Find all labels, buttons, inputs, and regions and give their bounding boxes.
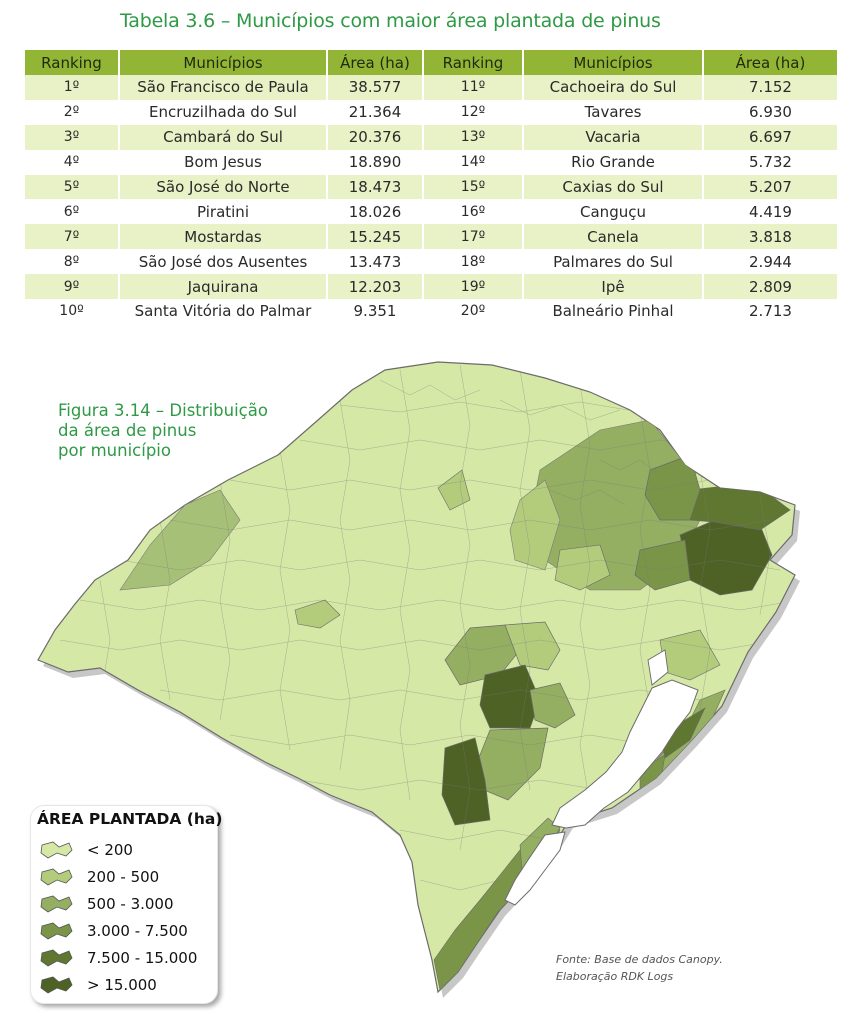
legend-swatch-icon (39, 974, 75, 996)
legend-label: > 15.000 (87, 976, 157, 994)
table-cell: 15.245 (327, 224, 423, 249)
legend-label: 200 - 500 (87, 868, 160, 886)
table-cell: 20º (423, 299, 523, 324)
table-cell: 9º (25, 274, 119, 299)
table-cell: 13º (423, 125, 523, 150)
header-ranking: Ranking (25, 50, 119, 75)
table-cell: Caxias do Sul (523, 175, 703, 200)
table-cell: 10º (25, 299, 119, 324)
table-cell: Bom Jesus (119, 150, 327, 175)
table-cell: Palmares do Sul (523, 249, 703, 274)
table-cell: 38.577 (327, 75, 423, 100)
table-cell: Santa Vitória do Palmar (119, 299, 327, 324)
table-cell: 2º (25, 100, 119, 125)
header-municipios: Municípios (523, 50, 703, 75)
table-cell: 12º (423, 100, 523, 125)
source-line: Elaboração RDK Logs (556, 970, 674, 983)
table-cell: 18.026 (327, 199, 423, 224)
legend-swatch-icon (39, 893, 75, 915)
table-cell: Mostardas (119, 224, 327, 249)
table-cell: 6.697 (703, 125, 837, 150)
source-line: Fonte: Base de dados Canopy. (556, 953, 723, 966)
figure-title-line: da área de pinus (58, 421, 197, 440)
table-cell: 7.152 (703, 75, 837, 100)
table-cell: 5º (25, 175, 119, 200)
table-cell: 18.890 (327, 150, 423, 175)
table-cell: São José dos Ausentes (119, 249, 327, 274)
legend-swatch-icon (39, 920, 75, 942)
table-cell: 2.944 (703, 249, 837, 274)
table-cell: São Francisco de Paula (119, 75, 327, 100)
table-cell: 16º (423, 199, 523, 224)
table-cell: Ipê (523, 274, 703, 299)
legend-title: ÁREA PLANTADA (ha) (37, 810, 223, 828)
table-cell: 4.419 (703, 199, 837, 224)
table-cell: 18º (423, 249, 523, 274)
table-cell: 12.203 (327, 274, 423, 299)
header-area: Área (ha) (327, 50, 423, 75)
table-cell: 5.207 (703, 175, 837, 200)
legend-swatch-icon (39, 839, 75, 861)
table-cell: 3.818 (703, 224, 837, 249)
table-cell: 14º (423, 150, 523, 175)
legend-swatch (41, 923, 72, 939)
table-cell: 2.809 (703, 274, 837, 299)
table-cell: 18.473 (327, 175, 423, 200)
table-cell: Jaquirana (119, 274, 327, 299)
figure-title-line: por município (58, 441, 171, 460)
table-cell: 1º (25, 75, 119, 100)
header-municipios: Municípios (119, 50, 327, 75)
figure-title (58, 401, 268, 461)
table-cell: Encruzilhada do Sul (119, 100, 327, 125)
table-cell: Balneário Pinhal (523, 299, 703, 324)
table-cell: São José do Norte (119, 175, 327, 200)
table-cell: 3º (25, 125, 119, 150)
table-cell: 11º (423, 75, 523, 100)
legend-swatch (41, 869, 72, 885)
table-cell: 6.930 (703, 100, 837, 125)
legend-label: 500 - 3.000 (87, 895, 174, 913)
table-cell: 15º (423, 175, 523, 200)
source-note (556, 951, 723, 985)
table-cell: 20.376 (327, 125, 423, 150)
legend-label: 7.500 - 15.000 (87, 949, 198, 967)
table-cell: 2.713 (703, 299, 837, 324)
table-cell: Cachoeira do Sul (523, 75, 703, 100)
legend-label: 3.000 - 7.500 (87, 922, 188, 940)
table-cell: Rio Grande (523, 150, 703, 175)
table-cell: 19º (423, 274, 523, 299)
table-cell: Vacaria (523, 125, 703, 150)
table-cell: 13.473 (327, 249, 423, 274)
table-cell: 7º (25, 224, 119, 249)
map-legend (30, 805, 223, 1004)
table-cell: 21.364 (327, 100, 423, 125)
legend-swatch-icon (39, 947, 75, 969)
table-title: Tabela 3.6 – Municípios com maior área plantada de pinus (120, 10, 661, 32)
table-cell: Cambará do Sul (119, 125, 327, 150)
table-cell: Piratini (119, 199, 327, 224)
legend-swatch (41, 842, 72, 858)
figure-title-line: Figura 3.14 – Distribuição (58, 401, 268, 420)
table-cell: 5.732 (703, 150, 837, 175)
table-cell: 4º (25, 150, 119, 175)
legend-swatch-icon (39, 866, 75, 888)
header-area: Área (ha) (703, 50, 837, 75)
legend-swatch (41, 950, 72, 966)
table-cell: Canguçu (523, 199, 703, 224)
table-cell: Canela (523, 224, 703, 249)
table-cell: 9.351 (327, 299, 423, 324)
table-cell: 17º (423, 224, 523, 249)
legend-swatch (41, 977, 72, 993)
table-cell: Tavares (523, 100, 703, 125)
header-ranking: Ranking (423, 50, 523, 75)
table-cell: 6º (25, 199, 119, 224)
table-cell: 8º (25, 249, 119, 274)
legend-swatch (41, 896, 72, 912)
legend-label: < 200 (87, 841, 133, 859)
